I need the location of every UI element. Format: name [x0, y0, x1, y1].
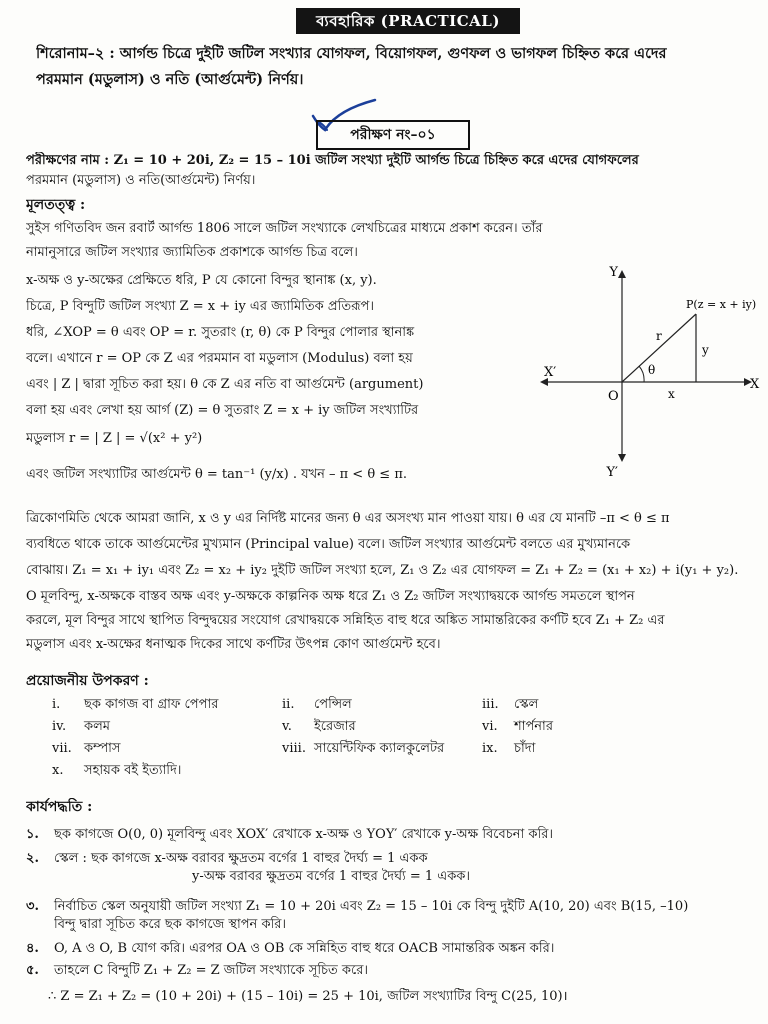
procedure-step-2: ২. স্কেল : ছক কাগজে x-অক্ষ বরাবর ক্ষুদ্রতম বর্গের 1 বাহুর দৈর্ঘ্য = 1 একক — [26, 851, 428, 866]
y-length-label: y — [702, 343, 709, 357]
list-item: ii. পেন্সিল — [282, 697, 352, 712]
list-item: iv. কলম — [52, 719, 110, 734]
procedure-step-1: ১. ছক কাগজে O(0, 0) মূলবিন্দু এবং XOX′ রেখাকে x-অক্ষ ও YOY′ রেখাকে y-অক্ষ বিবেচনা করি। — [26, 827, 554, 842]
x-axis-label: X — [750, 377, 760, 392]
theory-line: মডুলাস এবং x-অক্ষের ধনাত্মক দিকের সাথে কর্ণটির উৎপন্ন কোণ আর্গুমেন্ট হবে। — [26, 637, 441, 652]
list-item: ix. চাঁদা — [482, 741, 536, 756]
r-label: r — [656, 329, 662, 343]
practical-header: ব্যবহারিক (PRACTICAL) — [296, 8, 520, 34]
theory-line: সুইস গণিতবিদ জন রবার্ট আর্গন্ড 1806 সালে জটিল সংখ্যাকে লেখচিত্রের মাধ্যমে প্রকাশ করেন। তাঁর — [26, 221, 543, 236]
procedure-result: ∴ Z = Z₁ + Z₂ = (10 + 20i) + (15 – 10i) = 25 + 10i, জটিল সংখ্যাটির বিন্দু C(25, 10)। — [48, 989, 568, 1004]
experiment-name-line-1: পরীক্ষণের নাম : Z₁ = 10 + 20i, Z₂ = 15 – 10i জটিল সংখ্যা দুইটি আর্গন্ড চিত্রে চিহ্নিত করে এদের যোগফলের — [26, 153, 639, 168]
theory-line: ব্যবধিতে থাকে তাকে আর্গুমেন্টের মুখ্যমান (Principal value) বলে। জটিল সংখ্যার আর্গুমেন্ট বলতে এর মুখ্যমানকে — [26, 537, 631, 552]
procedure-heading: কার্যপদ্ধতি : — [26, 799, 93, 815]
list-item: iii. স্কেল — [482, 697, 539, 712]
equipment-list — [52, 694, 752, 782]
equipment-heading: প্রয়োজনীয় উপকরণ : — [26, 673, 149, 689]
title-line-1: শিরোনাম–২ : আর্গন্ড চিত্রে দুইটি জটিল সংখ্যার যোগফল, বিয়োগফল, গুণফল ও ভাগফল চিহ্নিত করে এদের — [36, 45, 667, 62]
y-prime-label: Y′ — [606, 465, 618, 480]
theory-line: বলে। এখানে r = OP কে Z এর পরমমান বা মডুলাস (Modulus) বলা হয় — [26, 351, 413, 366]
procedure-step-5: ৫. তাহলে C বিন্দুটি Z₁ + Z₂ = Z জটিল সংখ্যাকে সূচিত করে। — [26, 963, 369, 978]
experiment-name-line-2: পরমমান (মডুলাস) ও নতি(আর্গুমেন্ট) নির্ণয়। — [26, 173, 256, 188]
experiment-number-box: পরীক্ষণ নং–০১ — [316, 120, 470, 150]
y-axis-label: Y — [609, 265, 618, 280]
list-item: viii. সায়েন্টিফিক ক্যালকুলেটর — [282, 741, 445, 756]
theory-line: এবং | Z | দ্বারা সূচিত করা হয়। θ কে Z এর নতি বা আর্গুমেন্ট (argument) — [26, 377, 424, 392]
argument-formula: এবং জটিল সংখ্যাটির আর্গুমেন্ট θ = tan⁻¹ (y/x) . যখন – π < θ ≤ π. — [26, 467, 407, 482]
origin-label: O — [608, 389, 619, 404]
x-length-label: x — [668, 387, 675, 401]
list-item: vii. কম্পাস — [52, 741, 121, 756]
procedure-step-3-cont: বিন্দু দ্বারা সূচিত করে ছক কাগজে স্থাপন করি। — [54, 917, 287, 932]
point-p-label: P(z = x + iy) — [686, 298, 757, 311]
theory-line: x-অক্ষ ও y-অক্ষের প্রেক্ষিতে ধরি, P যে কোনো বিন্দুর স্থানাঙ্ক (x, y). — [26, 273, 377, 288]
theory-line: করলে, মূল বিন্দুর সাথে স্থাপিত বিন্দুদ্বয়ের সংযোগ রেখাদ্বয়কে সন্নিহিত বাহু ধরে অঙ্কিত সামান্তরিকের কর্ণটি হবে Z₁ + Z₂ এর — [26, 613, 665, 628]
argand-diagram — [536, 262, 764, 482]
procedure-step-4: ৪. O, A ও O, B যোগ করি। এরপর OA ও OB কে সন্নিহিত বাহু ধরে OACB সামান্তরিক অঙ্কন করি। — [26, 941, 555, 956]
theory-heading: মূলতত্ত্ব : — [26, 197, 86, 213]
theory-line: বলা হয় এবং লেখা হয় আর্গ (Z) = θ সুতরাং Z = x + iy জটিল সংখ্যাটির — [26, 403, 419, 418]
list-item: vi. শার্পনার — [482, 719, 553, 734]
theory-line: চিত্রে, P বিন্দুটি জটিল সংখ্যা Z = x + iy এর জ্যামিতিক প্রতিরূপ। — [26, 299, 375, 314]
title-line-2: পরমমান (মডুলাস) ও নতি (আর্গুমেন্ট) নির্ণয়। — [36, 71, 304, 88]
procedure-step-3: ৩. নির্বাচিত স্কেল অনুযায়ী জটিল সংখ্যা Z₁ = 10 + 20i এবং Z₂ = 15 – 10i কে বিন্দু দুইটি A(10, 20) এবং B(15, –10) — [26, 899, 689, 914]
modulus-formula: মডুলাস r = | Z | = √(x² + y²) — [26, 431, 203, 446]
x-prime-label: X′ — [544, 365, 557, 380]
theory-line: বোঝায়। Z₁ = x₁ + iy₁ এবং Z₂ = x₂ + iy₂ দুইটি জটিল সংখ্যা হলে, Z₁ ও Z₂ এর যোগফল = Z₁ + Z₂ = (x₁ + x₂) + i(y₁ + y₂). — [26, 563, 739, 578]
theory-line: O মূলবিন্দু, x-অক্ষকে বাস্তব অক্ষ এবং y-অক্ষকে কাল্পনিক অক্ষ ধরে Z₁ ও Z₂ জটিল সংখ্যাদ্বয়কে আর্গন্ড সমতলে স্থাপন — [26, 589, 635, 604]
list-item: x. সহায়ক বই ইত্যাদি। — [52, 763, 182, 778]
list-item: i. ছক কাগজ বা গ্রাফ পেপার — [52, 697, 219, 712]
theory-line: ধরি, ∠XOP = θ এবং OP = r. সুতরাং (r, θ) কে P বিন্দুর পোলার স্থানাঙ্ক — [26, 325, 415, 340]
procedure-step-2-cont: y-অক্ষ বরাবর ক্ষুদ্রতম বর্গের 1 বাহুর দৈর্ঘ্য = 1 একক। — [192, 869, 471, 884]
theta-label: θ — [648, 363, 656, 377]
list-item: v. ইরেজার — [282, 719, 356, 734]
theory-line: ত্রিকোণমিতি থেকে আমরা জানি, x ও y এর নির্দিষ্ট মানের জন্য θ এর অসংখ্য মান পাওয়া যায়। θ এর যে মানটি –π < θ ≤ π — [26, 511, 670, 526]
theory-line: নামানুসারে জটিল সংখ্যার জ্যামিতিক প্রকাশকে আর্গন্ড চিত্র বলে। — [26, 245, 358, 260]
